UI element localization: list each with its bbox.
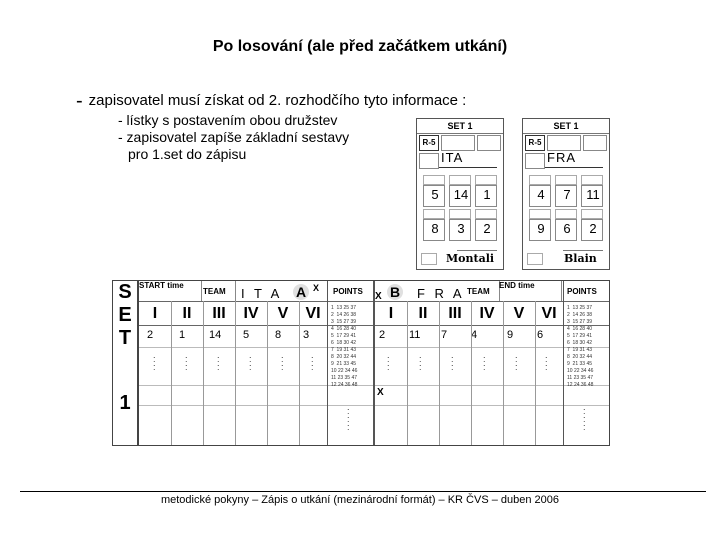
slip-position-label <box>581 209 603 219</box>
position-label: I <box>139 305 172 323</box>
slip-header-box <box>547 135 581 151</box>
set-letter: S <box>118 281 132 303</box>
start-time-header <box>139 281 202 302</box>
bullet-item <box>76 90 466 113</box>
slip-position-label <box>475 209 497 219</box>
position-label: IV <box>471 305 504 323</box>
slip-rs-box: R-5 <box>525 135 545 151</box>
slip-underline <box>545 167 603 168</box>
position-label: V <box>503 305 536 323</box>
left-starting-player: 1 <box>179 329 186 341</box>
grid-line <box>235 301 236 445</box>
points-grid-right: 1 13 25 37 2 14 26 38 3 15 27 39 4 16 28 40 5 17 29 41 6 18 30 42 7 19 31 43 8 20 32 44 9 21 33 45 10 22 34 46 11 23 35 47 12 24 36 48 <box>567 305 594 388</box>
slip-player-number: 2 <box>483 221 491 236</box>
position-label: VI <box>299 305 328 323</box>
position-label: II <box>171 305 204 323</box>
slip-player-number: 1 <box>483 187 491 202</box>
grid-line <box>267 301 268 445</box>
left-team-side-mark: X <box>313 283 320 293</box>
grid-line <box>563 281 564 445</box>
right-starting-player: 7 <box>441 329 448 341</box>
slip-position-label <box>529 209 551 219</box>
slip-position-label <box>529 175 551 185</box>
slip-position-label <box>423 209 445 219</box>
grid-line <box>203 301 204 445</box>
grid-line <box>373 281 375 445</box>
slip-position-label <box>449 209 471 219</box>
team-label: TEAM <box>467 287 490 296</box>
sub-item-scorer-writes: - zapisovatel zapíše základní sestavy <box>118 129 350 145</box>
bullet-dash: - <box>76 90 83 112</box>
coach-signature-ita: Montali <box>446 252 495 265</box>
slip-team-box <box>419 153 439 169</box>
substitution-dots: : : <box>515 354 518 372</box>
left-team-name: I T A <box>241 286 283 301</box>
substitution-dots: : : <box>419 354 422 372</box>
grid-line <box>171 301 172 445</box>
right-starting-player: 11 <box>409 329 421 341</box>
right-team-letter: B <box>387 284 403 300</box>
left-starting-player: 3 <box>303 329 310 341</box>
slip-signature-line <box>457 250 497 251</box>
substitution-dots: : : <box>153 354 156 372</box>
substitution-dots: : : <box>249 354 252 372</box>
slide-title: Po losování (ale před začátkem utkání) <box>212 38 508 55</box>
slip-divider <box>417 133 503 134</box>
grid-line <box>471 301 472 445</box>
sub-item-first-set: pro 1.set do zápisu <box>128 146 247 162</box>
points-header-left <box>327 281 374 302</box>
right-starting-player: 4 <box>471 329 478 341</box>
left-starting-player: 5 <box>243 329 250 341</box>
slip-position-label <box>555 175 577 185</box>
slip-position-label <box>449 175 471 185</box>
slip-footer-box <box>527 253 543 265</box>
slip-player-number: 4 <box>537 187 545 202</box>
slip-player-number: 7 <box>563 187 571 202</box>
right-starting-player: 2 <box>379 329 386 341</box>
team-label: TEAM <box>203 287 226 296</box>
slip-player-number: 11 <box>586 187 600 202</box>
grid-line <box>535 301 536 445</box>
grid-line <box>407 301 408 445</box>
substitution-dots: : : <box>185 354 188 372</box>
substitution-dots: : : <box>545 354 548 372</box>
lineup-slip-ita <box>416 118 504 270</box>
slip-header-box <box>583 135 607 151</box>
slip-player-number: 14 <box>453 187 469 202</box>
lineup-slip-fra <box>522 118 610 270</box>
end-time-label: END time <box>499 281 535 290</box>
slip-rs-box: R-5 <box>419 135 439 151</box>
substitution-dots: : : : <box>583 406 586 432</box>
slip-position-label <box>581 175 603 185</box>
slip-player-number: 5 <box>431 187 439 202</box>
start-time-label: START time <box>139 281 184 290</box>
right-starting-player: 9 <box>507 329 514 341</box>
slip-team-box <box>525 153 545 169</box>
slip-signature-line <box>563 250 603 251</box>
position-label: IV <box>235 305 268 323</box>
slip-set-label: SET 1 <box>553 121 579 131</box>
slip-player-number: 9 <box>537 221 545 236</box>
sub-item-lineup-slips: - lístky s postavením obou družstev <box>118 112 338 128</box>
substitution-dots: : : <box>451 354 454 372</box>
right-starting-player: 6 <box>537 329 544 341</box>
footer-text: metodické pokyny – Zápis o utkání (mezinárodní formát) – KR ČVS – duben 2006 <box>160 494 560 506</box>
end-time-header <box>499 281 562 302</box>
slip-team-name: FRA <box>547 150 576 165</box>
slip-footer-box <box>421 253 437 265</box>
substitution-dots: : : <box>483 354 486 372</box>
scoresheet-set-1 <box>112 280 610 446</box>
footer-rule <box>20 491 706 492</box>
position-label: V <box>267 305 300 323</box>
grid-line <box>299 301 300 445</box>
slip-divider <box>523 133 609 134</box>
slip-header-box <box>441 135 475 151</box>
set-number: 1 <box>119 392 131 414</box>
substitution-dots: : : <box>217 354 220 372</box>
team-header <box>201 281 236 302</box>
substitution-dots: : : : <box>347 406 350 432</box>
set-letter: T <box>118 327 132 349</box>
position-label: III <box>439 305 472 323</box>
slip-underline <box>439 167 497 168</box>
slip-position-label <box>423 175 445 185</box>
slip-set-label: SET 1 <box>447 121 473 131</box>
position-label: III <box>203 305 236 323</box>
left-starting-player: 2 <box>147 329 154 341</box>
team-header <box>465 281 500 302</box>
right-team-side-mark: X <box>375 291 382 302</box>
set-label-column <box>113 281 139 445</box>
slip-player-number: 3 <box>457 221 465 236</box>
position-label: II <box>407 305 440 323</box>
substitution-dots: : : <box>281 354 284 372</box>
slip-position-label <box>475 175 497 185</box>
position-label: I <box>375 305 408 323</box>
left-starting-player: 14 <box>209 329 222 341</box>
left-team-letter: A <box>293 284 309 300</box>
points-label: POINTS <box>333 287 363 296</box>
substitution-dots: : : <box>311 354 314 372</box>
points-label: POINTS <box>567 287 597 296</box>
slip-player-number: 2 <box>589 221 597 236</box>
grid-line <box>327 281 328 445</box>
slip-position-label <box>555 209 577 219</box>
grid-line <box>439 301 440 445</box>
set-letter: E <box>118 304 132 326</box>
substitution-dots: : : <box>387 354 390 372</box>
grid-line <box>503 301 504 445</box>
points-grid-left: 1 13 25 37 2 14 26 38 3 15 27 39 4 16 28 40 5 17 29 41 6 18 30 42 7 19 31 43 8 20 32 44 9 21 33 45 10 22 34 46 11 23 35 47 12 24 36 48 <box>331 305 358 388</box>
slip-player-number: 6 <box>563 221 571 236</box>
left-starting-player: 8 <box>275 329 282 341</box>
slip-team-name: ITA <box>441 150 464 165</box>
points-header-right <box>563 281 610 302</box>
slip-player-number: 8 <box>431 221 439 236</box>
position-label: VI <box>535 305 564 323</box>
coach-signature-fra: Blain <box>564 252 597 265</box>
bullet-text: zapisovatel musí získat od 2. rozhodčího tyto informace : <box>88 92 467 109</box>
service-mark: X <box>377 387 384 398</box>
right-team-name: F R A <box>417 286 465 301</box>
slip-header-box <box>477 135 501 151</box>
